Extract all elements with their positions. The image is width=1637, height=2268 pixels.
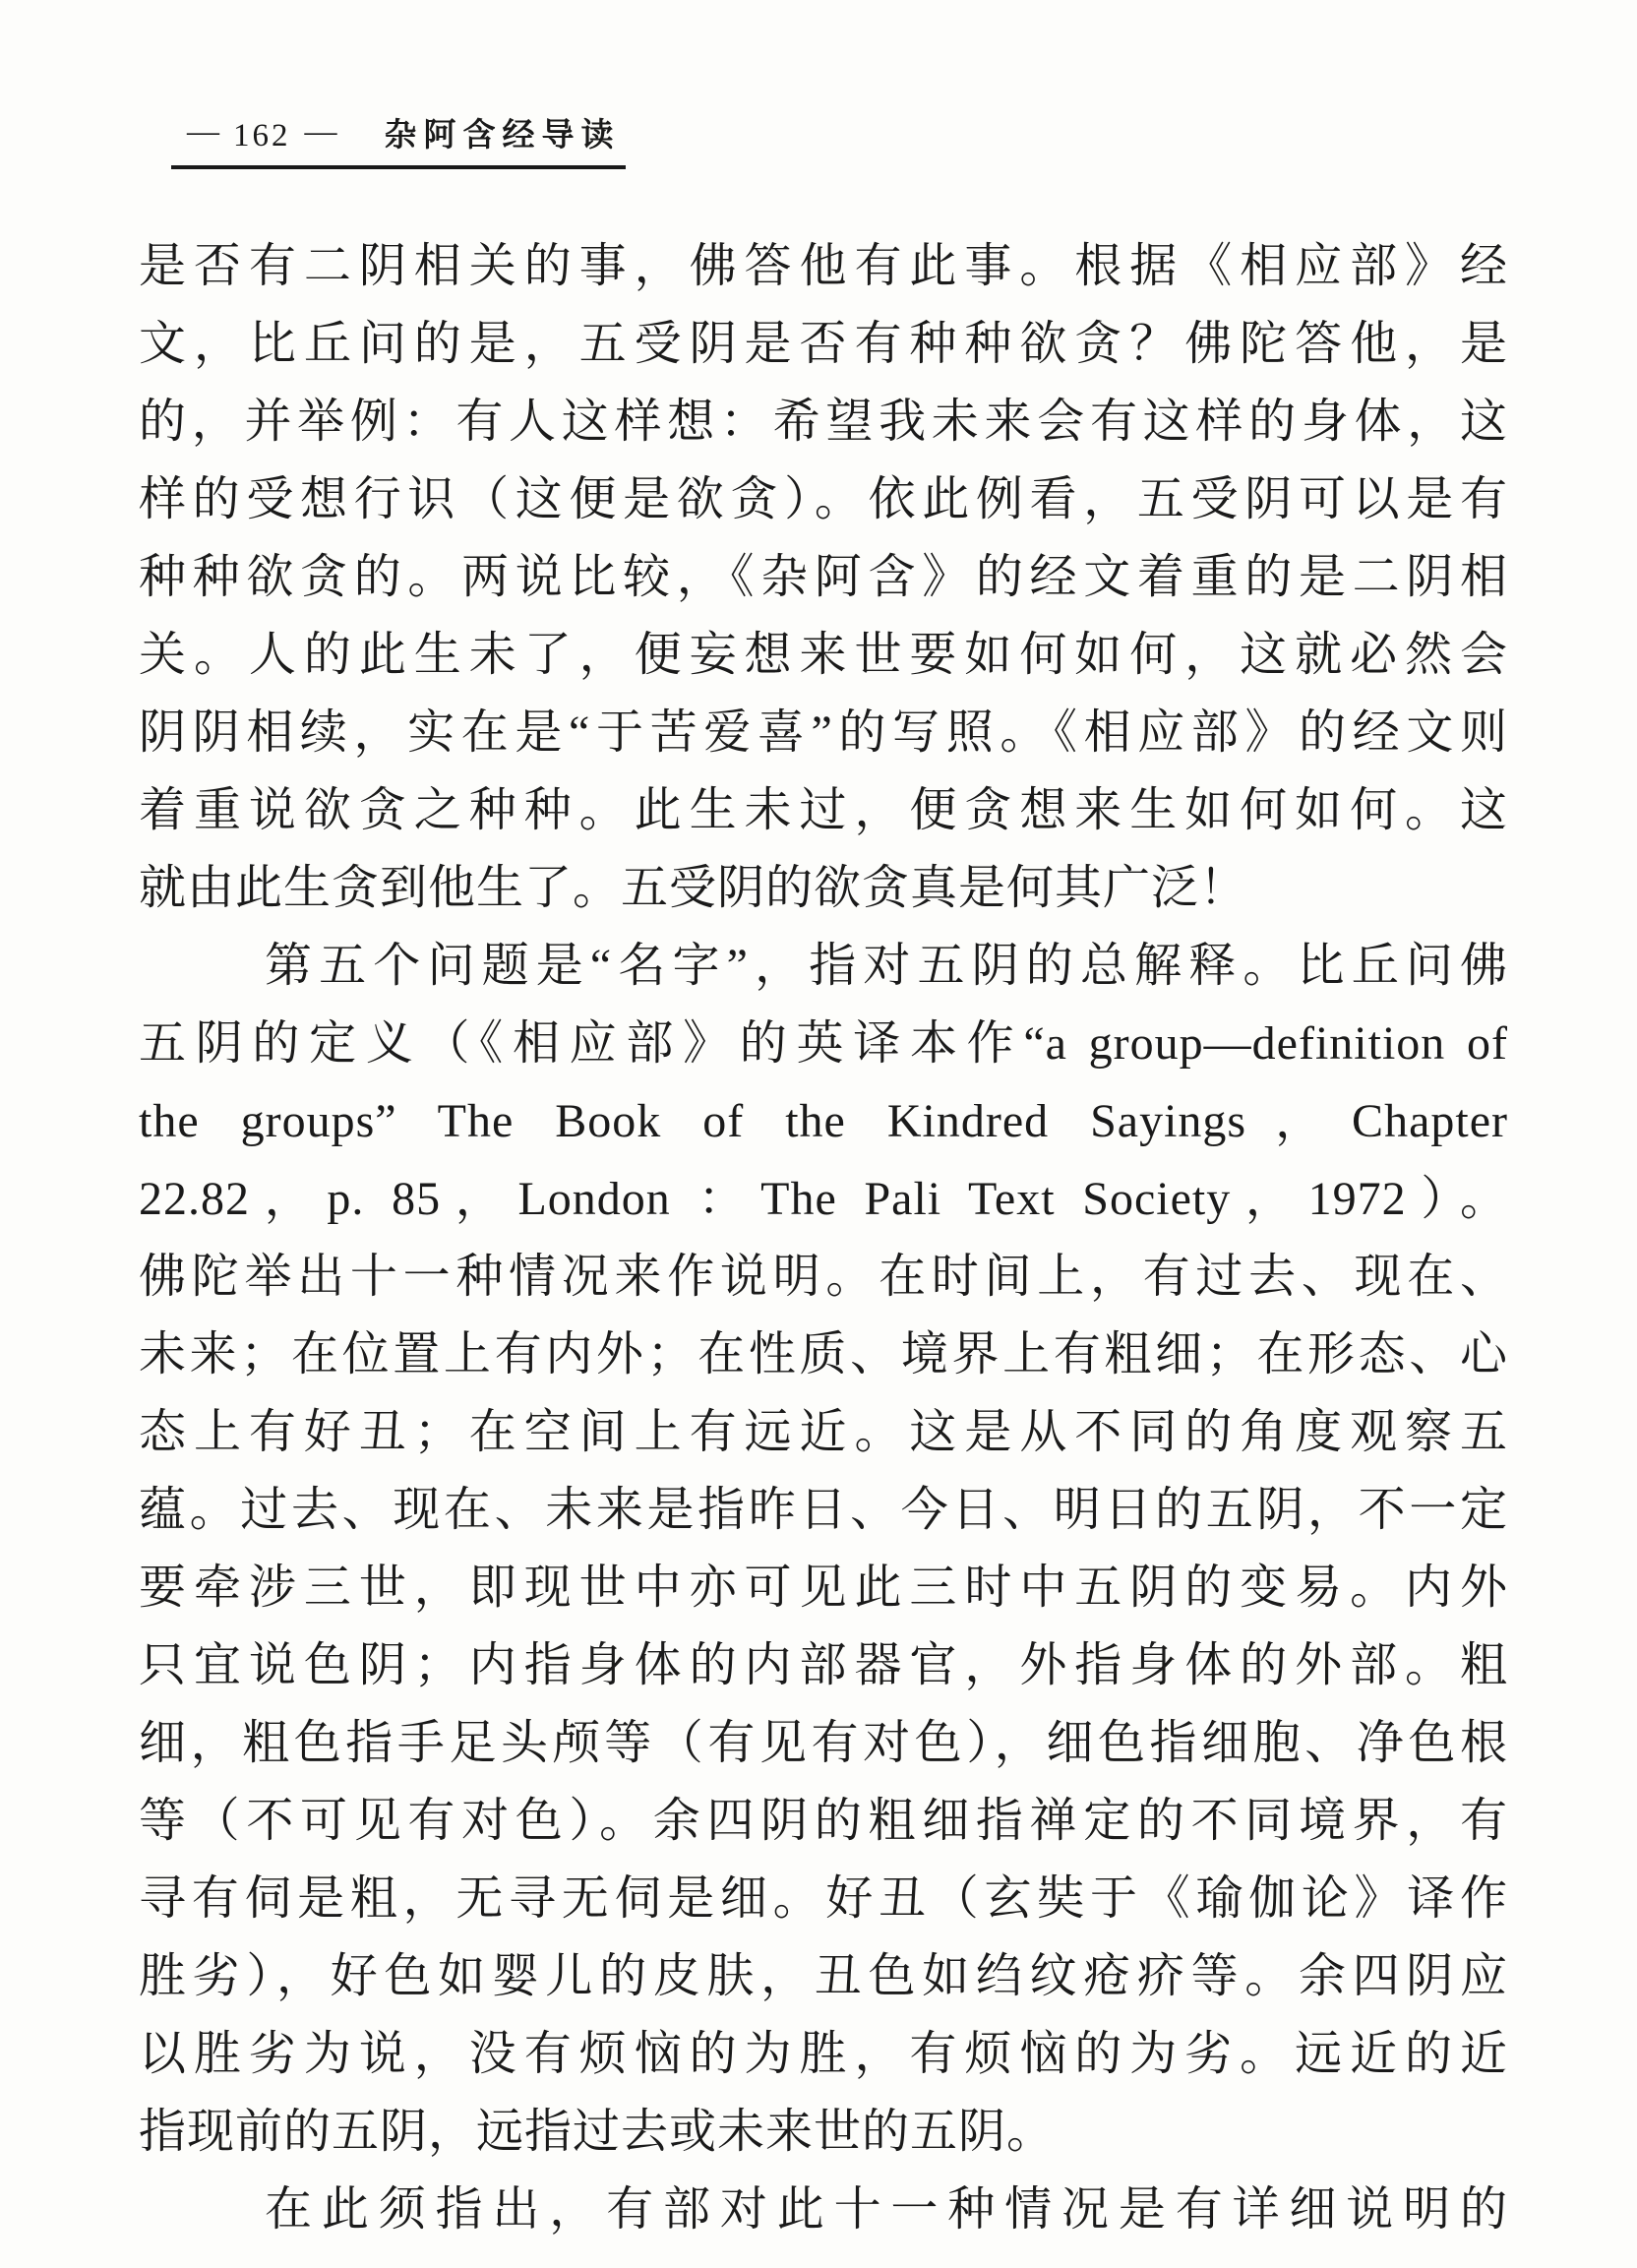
text-line: 是否有二阴相关的事，佛答他有此事。根据《相应部》经 <box>139 240 1508 292</box>
text-line: 佛陀举出十一种情况来作说明。在时间上，有过去、现在、 <box>139 1251 1508 1303</box>
text-line: 种种欲贪的。两说比较，《杂阿含》的经文着重的是二阴相 <box>139 551 1508 603</box>
text-line: 未来；在位置上有内外；在性质、境界上有粗细；在形态、心 <box>139 1328 1508 1380</box>
text-line: 着重说欲贪之种种。此生未过，便贪想来生如何如何。这 <box>139 784 1508 836</box>
text-line: 关。人的此生未了，便妄想来世要如何如何，这就必然会 <box>139 629 1508 681</box>
book-title: 杂阿含经导读 <box>384 118 621 153</box>
text-line: 态上有好丑；在空间上有远近。这是从不同的角度观察五 <box>139 1406 1508 1458</box>
text-line: 样的受想行识（这便是欲贪）。依此例看，五受阴可以是有 <box>139 473 1508 525</box>
text-line: 就由此生贪到他生了。五受阴的欲贪真是何其广泛！ <box>139 862 1248 914</box>
text-line: 要牵涉三世，即现世中亦可见此三时中五阴的变易。内外 <box>139 1562 1508 1614</box>
page-number: 162 <box>233 118 291 153</box>
text-line: 第五个问题是“名字”，指对五阴的总解释。比丘问佛 <box>265 940 1508 992</box>
text-line: 22.82，p. 85，London ：The Pali Text Society，1972）。 <box>139 1173 1508 1225</box>
text-line: 寻有伺是粗，无寻无伺是细。好丑（玄奘于《瑜伽论》译作 <box>139 1872 1508 1925</box>
text-line: 蕴。过去、现在、未来是指昨日、今日、明日的五阴，不一定 <box>139 1484 1508 1536</box>
header-right-dash: — <box>304 114 337 150</box>
text-line: 阴阴相续，实在是“于苦爱喜”的写照。《相应部》的经文则 <box>139 706 1508 759</box>
text-line: 指现前的五阴，远指过去或未来世的五阴。 <box>139 2106 1056 2158</box>
header-left-dash: — <box>187 114 219 150</box>
text-line: 在此须指出，有部对此十一种情况是有详细说明的 <box>265 2183 1508 2236</box>
running-header <box>173 116 621 155</box>
text-line: 只宜说色阴；内指身体的内部器官，外指身体的外部。粗 <box>139 1639 1508 1691</box>
text-line: 细，粗色指手足头颅等（有见有对色），细色指细胞、净色根 <box>139 1717 1508 1769</box>
text-line: 五阴的定义（《相应部》的英译本作“a group—definition of <box>139 1017 1508 1070</box>
text-line: 以胜劣为说，没有烦恼的为胜，有烦恼的为劣。远近的近 <box>139 2028 1508 2080</box>
text-line: 等（不可见有对色）。余四阴的粗细指禅定的不同境界，有 <box>139 1795 1508 1847</box>
header-underline <box>171 165 626 169</box>
text-line: 文，比丘问的是，五受阴是否有种种欲贪？佛陀答他，是 <box>139 318 1508 370</box>
text-line: 胜劣），好色如婴儿的皮肤，丑色如绉纹疮疥等。余四阴应 <box>139 1950 1508 2002</box>
body-text <box>139 227 1508 2248</box>
text-line: the groups” The Book of the Kindred Sayings，Chapter <box>139 1095 1508 1147</box>
text-line: 的，并举例：有人这样想：希望我未来会有这样的身体，这 <box>139 396 1508 448</box>
